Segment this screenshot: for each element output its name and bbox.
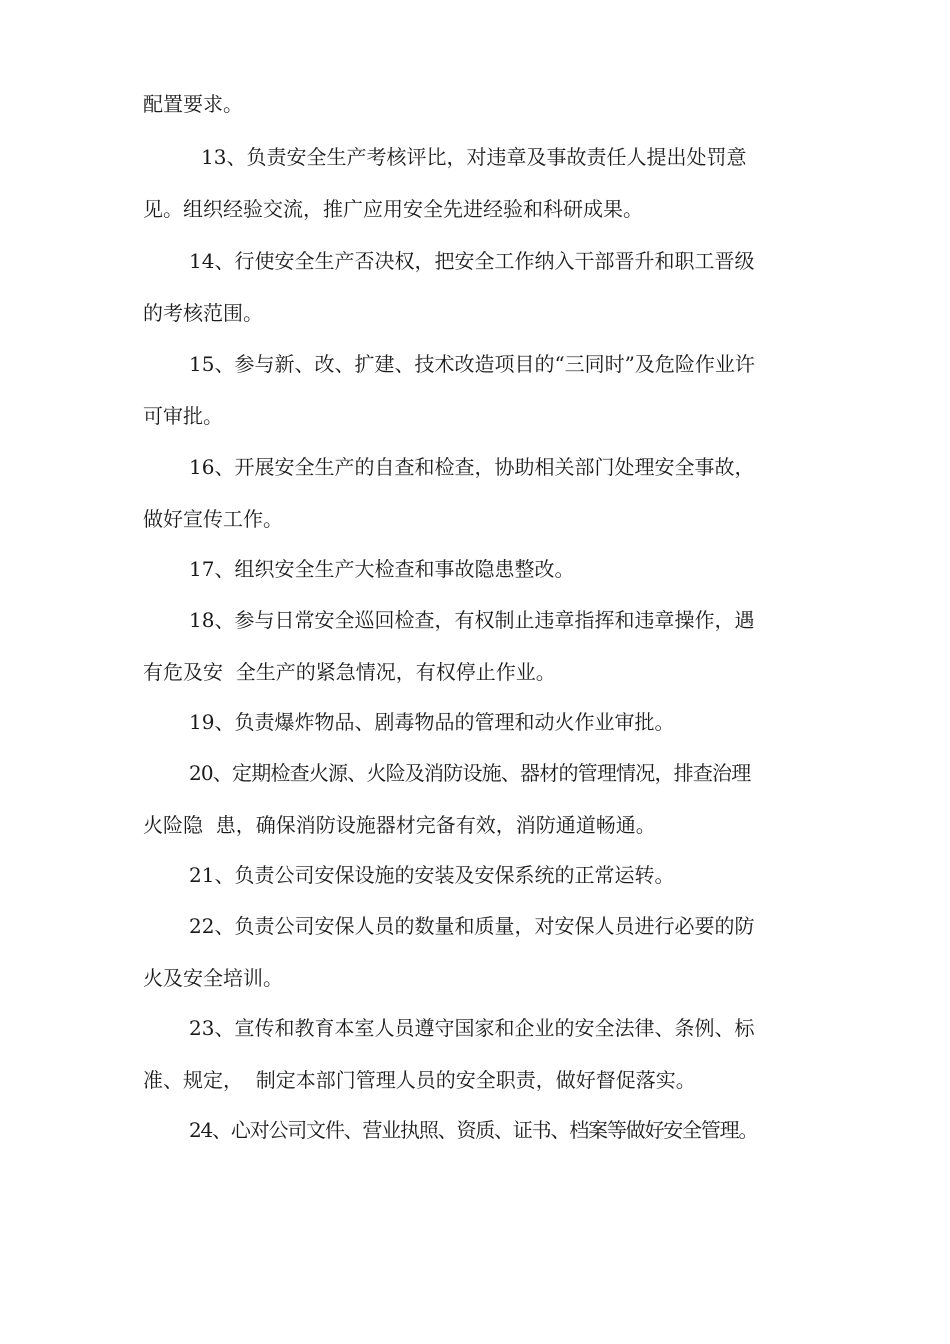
paragraph-line: 16、开展安全生产的自查和检查，协助相关部门处理安全事故， (189, 455, 755, 479)
paragraph-line: 做好宣传工作。 (143, 507, 283, 531)
paragraph-item-24 (143, 1104, 813, 1156)
paragraph-line: 火及安全培训。 (143, 966, 283, 990)
paragraph-item-17 (143, 543, 813, 595)
paragraph-line: 15、参与新、改、扩建、技术改造项目的“三同时”及危险作业许 (189, 352, 755, 376)
paragraph-line: 20、定期检查火源、火险及消防设施、器材的管理情况，排查治理 (189, 761, 751, 785)
paragraph-line: 17、组织安全生产大检查和事故隐患整改。 (189, 557, 575, 581)
paragraph-line: 22、负责公司安保人员的数量和质量，对安保人员进行必要的防 (189, 914, 755, 938)
paragraph-line: 23、宣传和教育本室人员遵守国家和企业的安全法律、条例、标 (189, 1016, 755, 1040)
paragraph-line: 19、负责爆炸物品、剧毒物品的管理和动火作业审批。 (189, 710, 675, 734)
paragraph-item-14 (143, 235, 813, 339)
paragraph-item-15 (143, 338, 813, 442)
paragraph-item-13 (143, 131, 813, 235)
paragraph-line: 有危及安 全生产的紧急情况，有权停止作业。 (143, 660, 556, 684)
paragraph-line: 的考核范围。 (143, 301, 263, 325)
paragraph-line: 21、负责公司安保设施的安装及安保系统的正常运转。 (189, 863, 675, 887)
paragraph-line: 18、参与日常安全巡回检查，有权制止违章指挥和违章操作，遇 (189, 608, 755, 632)
paragraph-line: 14、行使安全生产否决权，把安全工作纳入干部晋升和职工晋级 (189, 249, 755, 273)
paragraph-line: 24、心对公司文件、营业执照、资质、证书、档案等做好安全管理。 (189, 1118, 758, 1142)
paragraph-item-18 (143, 594, 813, 698)
paragraph-item-20 (143, 747, 813, 851)
paragraph-item-16 (143, 441, 813, 545)
paragraph-line: 见。组织经验交流，推广应用安全先进经验和科研成果。 (143, 197, 643, 221)
paragraph-item-19 (143, 696, 813, 748)
paragraph-line: 火险隐 患，确保消防设施器材完备有效，消防通道畅通。 (143, 813, 656, 837)
paragraph-continuation (143, 78, 813, 130)
paragraph-line: 准、规定， 制定本部门管理人员的安全职责，做好督促落实。 (143, 1068, 696, 1092)
paragraph-line: 13、负责安全生产考核评比，对违章及事故责任人提出处罚意 (201, 145, 747, 169)
paragraph-item-22 (143, 900, 813, 1004)
paragraph-line: 可审批。 (143, 404, 223, 428)
paragraph-item-23 (143, 1002, 813, 1106)
paragraph-line: 配置要求。 (143, 92, 243, 116)
paragraph-item-21 (143, 849, 813, 901)
